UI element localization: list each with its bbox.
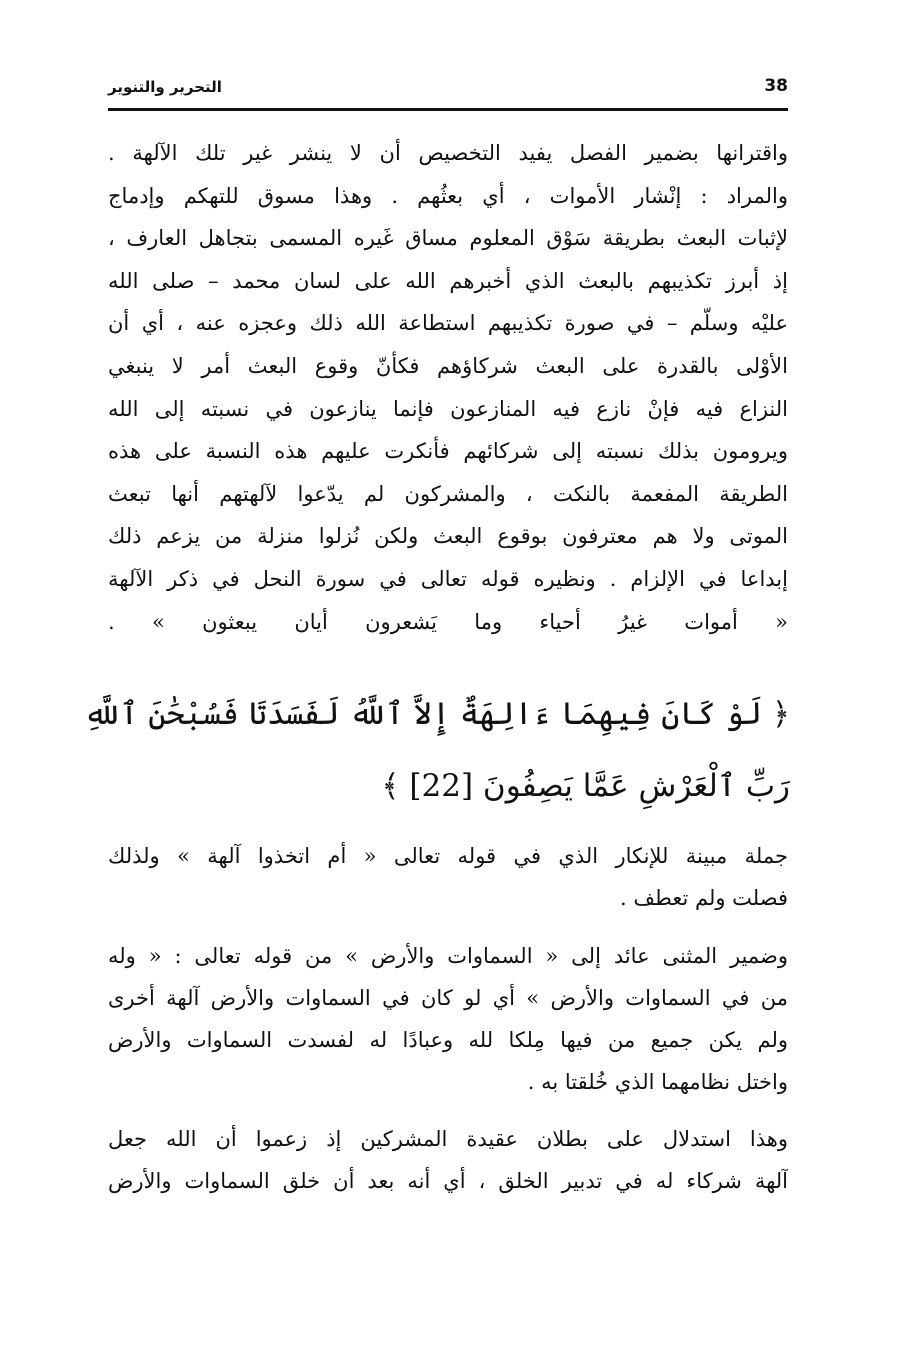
text-line: إبداعا في الإلزام . ونظيره قوله تعالى في سورة النحل في ذكر الآلهة [108,566,788,591]
text-line: ويرومون بذلك نسبته إلى شركائهم فأنكرت عليهم هذه النسبة على هذه [108,439,788,464]
text-line: إذ أبرز تكذيبهم بالبعث الذي أخبرهم الله على لسان محمد – صلى الله [108,268,788,293]
text-line: فصلت ولم تعطف . [620,886,788,910]
page-header [108,72,788,111]
text-line: والمراد : إنْشار الأموات ، أي بعثُهم . وهذا مسوق للتهكم وإدماج [108,183,788,208]
quran-verse [83,678,790,822]
page-number: 38 [764,76,788,96]
paragraph-4 [108,1118,788,1202]
paragraph-2 [108,835,788,919]
text-line: واقترانها بضمير الفصل يفيد التخصيص أن لا ينشر غير تلك الآلهة . [108,141,788,165]
text-line: لإثبات البعث بطريقة سَوْق المعلوم مساق غَيره المسمى بتجاهل العارف ، [108,226,788,251]
text-line: عليْه وسلّم – في صورة تكذيبهم استطاعة الله ذلك وعجزه عنه ، أي أن [108,311,788,336]
text-line: من في السماوات والأرض » أي لو كان في السماوات والأرض آلهة أخرى [108,986,788,1010]
verse-line: رَبِّ ٱلْعَرْشِ عَمَّا يَصِفُونَ [22] ﴾ [381,768,790,804]
text-line: آلهة شركاء له في تدبير الخلق ، أي أنه بعد أن خلق السماوات والأرض [108,1169,788,1193]
running-title: التحرير والتنوير [108,78,222,96]
text-line: وهذا استدلال على بطلان عقيدة المشركين إذ زعموا أن الله جعل [108,1127,788,1151]
text-line: « أموات غيرُ أحياء وما يَشعرون أيان يبعثون » . [108,609,788,634]
paragraph-1 [108,132,788,643]
text-line: الطريقة المفعمة بالنكت ، والمشركون لم يدّعوا لآلهتهم أنها تبعث [108,481,788,506]
text-line: جملة مبينة للإنكار الذي في قوله تعالى « أم اتخذوا آلهة » ولذلك [108,844,788,868]
text-line: واختل نظامهما الذي خُلقتا به . [527,1070,788,1094]
text-line: وضمير المثنى عائد إلى « السماوات والأرض » من قوله تعالى : « وله [108,944,788,968]
verse-line: ﴿ لَوْ كَانَ فِيهِمَا ءَالِهَةٌ إِلاَّ ٱللَّهُ لَفَسَدَتَا فَسُبْحَٰنَ ٱللَّهِ [83,696,790,732]
text-line: الأوْلى بالقدرة على البعث شركاؤهم فكأنّ وقوع البعث أمر لا ينبغي [108,353,788,378]
text-line: ولم يكن جميع من فيها مِلكا لله وعبادًا له لفسدت السماوات والأرض [108,1028,788,1052]
text-line: النزاع فيه فإنْ نازع فيه المنازعون فإنما ينازعون في نسبته إلى الله [108,396,788,421]
paragraph-3 [108,935,788,1103]
text-line: الموتى ولا هم معترفون بوقوع البعث ولكن نُزلوا منزلة من يزعم ذلك [108,524,788,549]
